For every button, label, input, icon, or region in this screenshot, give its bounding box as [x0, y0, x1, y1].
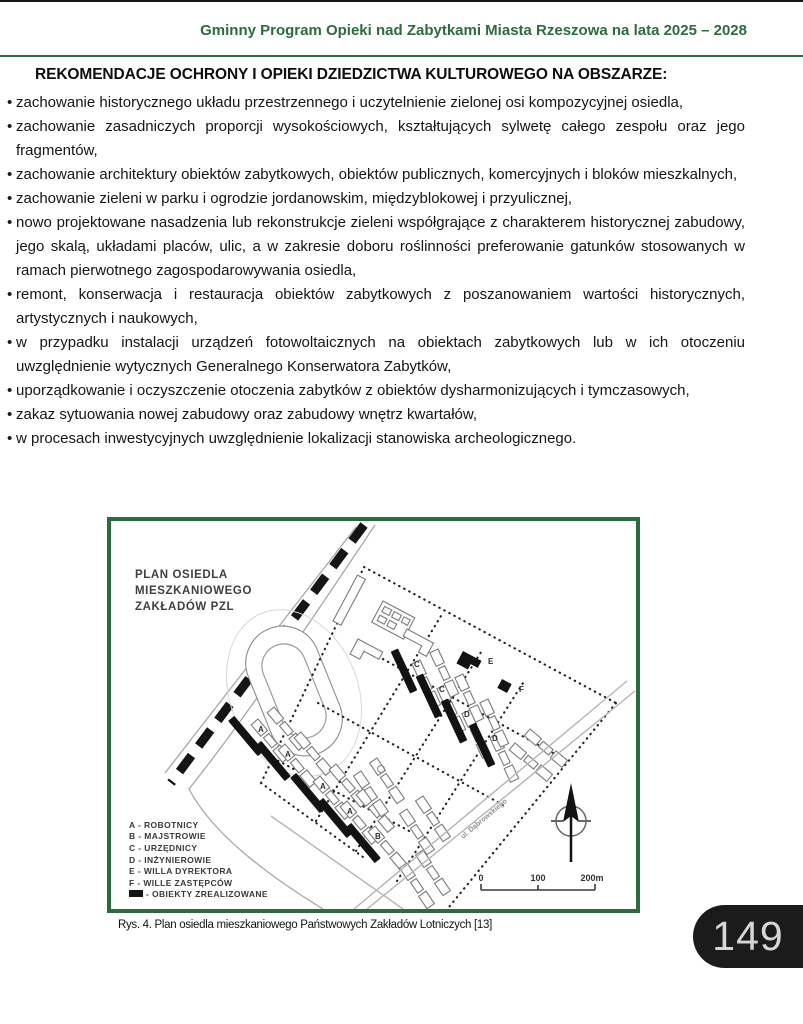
list-item: • remont, konserwacja i restauracja obiektów zabytkowych z poszanowaniem wartości historycznych, artystycznych i naukowych,: [7, 283, 745, 331]
map-title-line: ZAKŁADÓW PZL: [135, 601, 235, 613]
building-label: D: [492, 734, 498, 743]
map-title-line: PLAN OSIEDLA: [135, 569, 228, 581]
header-divider: [0, 55, 803, 57]
recommendations-list: [7, 91, 745, 451]
legend-item: E - WILLA DYREKTORA: [129, 866, 233, 877]
list-item: • w procesach inwestycyjnych uwzględnienie lokalizacji stanowiska archeologicznego.: [7, 427, 745, 451]
figure-caption: Rys. 4. Plan osiedla mieszkaniowego Państwowych Zakładów Lotniczych [13]: [117, 919, 493, 931]
figure-map-plan: [107, 517, 640, 913]
legend-item: D - INŻYNIEROWIE: [129, 854, 212, 865]
building-label: E: [488, 657, 494, 666]
building-label: A: [285, 750, 291, 759]
section-heading: REKOMENDACJE OCHRONY I OPIEKI DZIEDZICTWA KULTUROWEGO NA OBSZARZE:: [35, 66, 668, 83]
map-title-line: MIESZKANIOWEGO: [135, 585, 253, 597]
scale-label-200m: 200m: [580, 873, 604, 883]
list-item: • zachowanie historycznego układu przestrzennego i uczytelnienie zielonej osi kompozycyjnej osiedla,: [7, 91, 745, 115]
document-header-title: Gminny Program Opieki nad Zabytkami Miasta Rzeszowa na lata 2025 – 2028: [200, 22, 747, 39]
list-item: • zachowanie architektury obiektów zabytkowych, obiektów publicznych, komercyjnych i bloków mieszkalnych,: [7, 163, 745, 187]
map-legend: [129, 820, 268, 901]
legend-item: F - WILLE ZASTĘPCÓW: [129, 877, 233, 888]
page-number: 149: [712, 913, 784, 959]
legend-item: A - ROBOTNICY: [129, 819, 199, 830]
building-label: B: [375, 832, 381, 841]
planned-buildings: [251, 575, 567, 909]
recommendations-section: [7, 66, 745, 451]
realized-swatch-icon: [129, 890, 143, 897]
compass-rose-icon: [551, 783, 591, 862]
page-number-badge: [693, 905, 803, 968]
legend-item: C - URZĘDNICY: [129, 843, 198, 854]
list-item: • w przypadku instalacji urządzeń fotowoltaicznych na obiektach zabytkowych lub w ich otoczeniu uwzględnienie wytycznych Generalnego Konserwatora Zabytków,: [7, 331, 745, 379]
building-label: D: [464, 710, 470, 719]
scale-label-0: 0: [478, 873, 484, 883]
building-label: A: [258, 725, 264, 734]
page-top-rule: [0, 0, 803, 2]
street-label: ul. Dąbrowskiego: [459, 797, 509, 841]
scale-label-100: 100: [530, 873, 546, 883]
building-label: F: [519, 685, 524, 694]
list-item: • zachowanie zieleni w parku i ogrodzie jordanowskim, międzyblokowej i przyulicznej,: [7, 187, 745, 211]
legend-item-label: - OBIEKTY ZREALIZOWANE: [146, 889, 268, 900]
list-item: • nowo projektowane nasadzenia lub rekonstrukcje zieleni współgrające z charakterem historycznej zabudowy, jego skalą, układami placów, ulic, a w zakresie doboru roślinności preferowanie gatunków stosowanych w ramach pierwotnego zagospodarowywania osiedla,: [7, 211, 745, 283]
list-item: • zakaz sytuowania nowej zabudowy oraz zabudowy wnętrz kwartałów,: [7, 403, 745, 427]
legend-item: B - MAJSTROWIE: [129, 831, 206, 842]
scale-bar: [478, 873, 603, 890]
building-label: C: [439, 685, 445, 694]
building-label: A: [347, 807, 353, 816]
list-item: • zachowanie zasadniczych proporcji wysokościowych, kształtujących sylwetę całego zespołu oraz jego fragmentów,: [7, 115, 745, 163]
legend-item-realized: [129, 889, 268, 901]
building-label: C: [414, 660, 420, 669]
list-item: • uporządkowanie i oczyszczenie otoczenia zabytków z obiektów dysharmonizujących i tymczasowych,: [7, 379, 745, 403]
building-label: A: [320, 782, 326, 791]
